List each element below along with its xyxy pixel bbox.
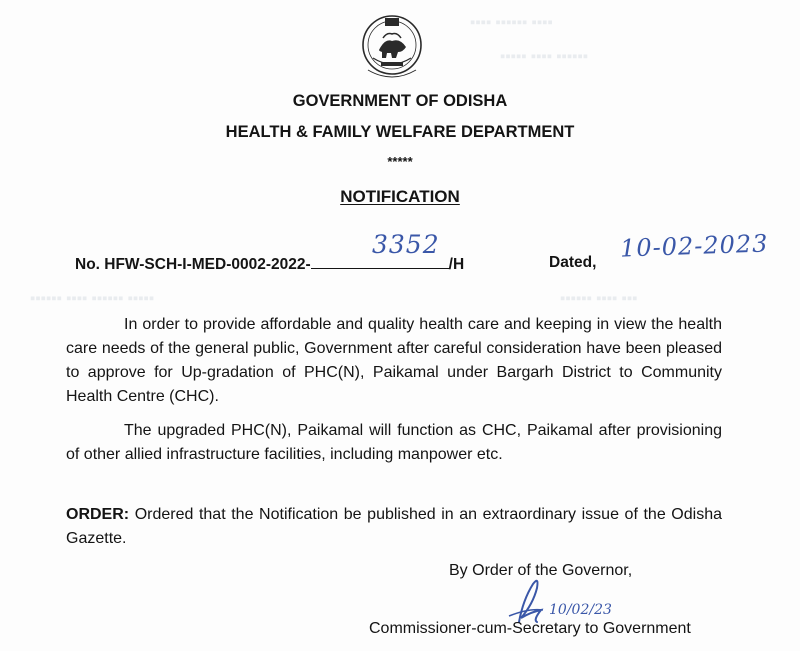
odisha-state-emblem-icon [359,12,425,82]
signature-date: 10/02/23 [549,602,612,618]
bleed-through-text: ▪▪▪▪▪▪ ▪▪▪▪ ▪▪▪ [560,290,638,307]
order-paragraph [66,503,722,551]
government-title: GOVERNMENT OF ODISHA [292,92,508,110]
bleed-through-text: ▪▪▪▪▪ ▪▪▪▪ ▪▪▪▪▪▪ [500,48,589,65]
dated-label: Dated, [549,254,597,271]
bleed-through-text: ▪▪▪▪ ▪▪▪▪▪▪ ▪▪▪▪ [470,14,553,31]
handwritten-number: 3352 [372,230,440,259]
separator: ***** [387,154,413,169]
bleed-through-text: ▪▪▪▪▪▪ ▪▪▪▪ ▪▪▪▪▪▪ ▪▪▪▪▪ [30,290,155,307]
order-label: ORDER: [66,506,130,523]
handwritten-date: 10-02-2023 [619,229,769,263]
notification-heading: NOTIFICATION [340,187,460,206]
body-paragraph-2: The upgraded PHC(N), Paikamal will function as CHC, Paikamal after provisioning of other allied infrastructure facilities, including manpower etc. [66,422,722,463]
order-text: Ordered that the Notification be published in an extraordinary issue of the Odisha Gazette. [66,506,722,547]
notification-number-prefix: No. HFW-SCH-I-MED-0002-2022- [75,256,311,273]
notification-number-suffix: /H [448,256,465,273]
signatory-designation: Commissioner-cum-Secretary to Government [369,620,691,637]
department-title: HEALTH & FAMILY WELFARE DEPARTMENT [225,123,575,141]
by-order-line: By Order of the Governor, [449,562,633,579]
body-paragraph-1: In order to provide affordable and quality health care and keeping in view the health care needs of the general public, Government after careful consideration have been pleased to approve for Up-gradation of PHC(N), Paikamal under Bargarh District to Community Health Centre (CHC). [66,316,722,405]
